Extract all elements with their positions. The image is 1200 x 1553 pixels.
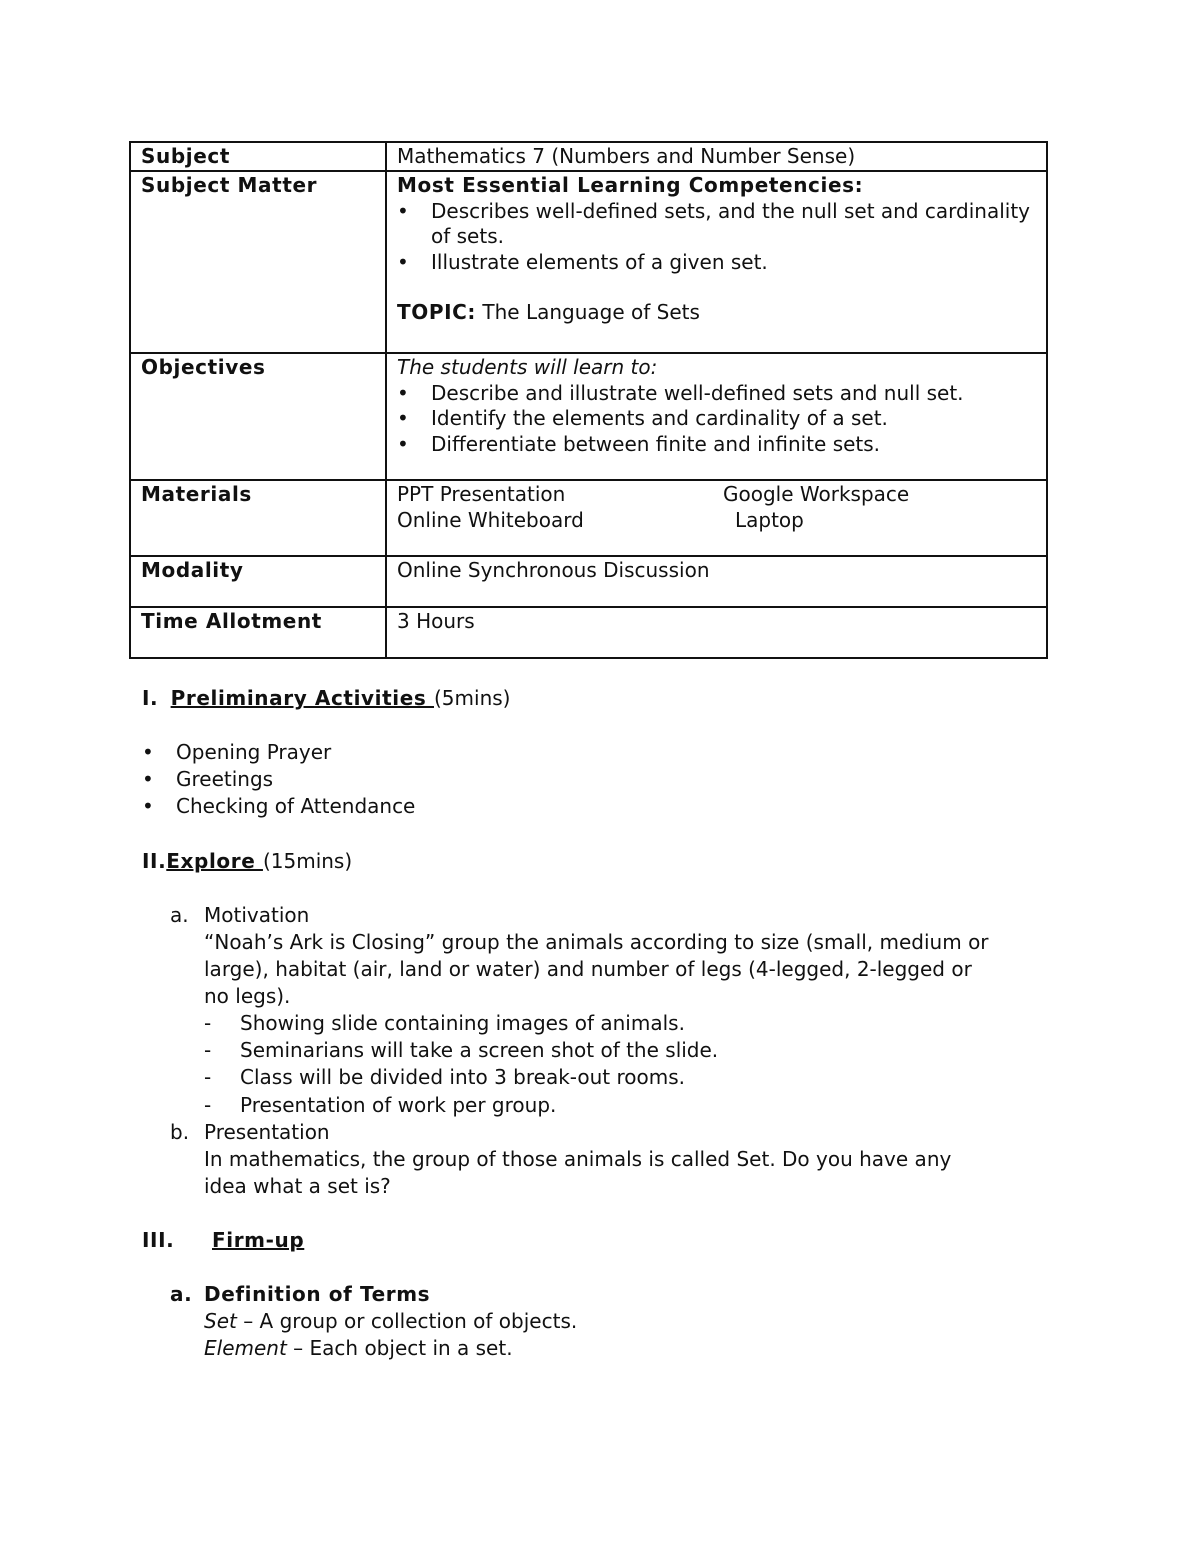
row-time-allotment [130,607,1047,658]
presentation-text-line: In mathematics, the group of those animals is called Set. Do you have any [204,1147,952,1171]
dash-marker: - [204,1011,212,1035]
objectives-label: Objectives [130,353,386,480]
motivation-step: Seminarians will take a screen shot of the slide. [240,1038,719,1062]
section-2-heading [142,849,352,873]
motivation-text-line: large), habitat (air, land or water) and number of legs (4-legged, 2-legged or [204,957,972,981]
presentation-letter: b. [170,1120,190,1144]
competencies-heading: Most Essential Learning Competencies: [397,173,864,197]
bullet-icon: • [142,794,154,818]
section-1-numeral: I. [142,686,159,710]
definitions-letter: a. [170,1282,193,1306]
dash-marker: - [204,1093,212,1117]
motivation-text-line: “Noah’s Ark is Closing” group the animals according to size (small, medium or [204,930,989,954]
dash-marker: - [204,1038,212,1062]
time-allotment-label: Time Allotment [130,607,386,658]
objective-item: • Describe and illustrate well-defined sets and null set. [397,381,1036,407]
subject-label: Subject [130,142,386,171]
section-2-duration: (15mins) [262,849,353,873]
term-name: Set [204,1309,237,1333]
material-item: Laptop [735,507,804,532]
section-3-title: Firm-up [212,1228,305,1252]
subject-value: Mathematics 7 (Numbers and Number Sense) [386,142,1047,171]
row-materials [130,480,1047,556]
objectives-intro: The students will learn to: [397,355,658,379]
row-subject [130,142,1047,171]
lesson-plan-table [129,141,1048,659]
modality-label: Modality [130,556,386,607]
section-2-title: Explore [166,849,263,873]
section-2-numeral: II. [142,849,167,873]
competency-item: • Describes well-defined sets, and the null set and cardinality of sets. [397,199,1036,250]
modality-value: Online Synchronous Discussion [386,556,1047,607]
presentation-text-line: idea what a set is? [204,1174,391,1198]
definition-line [204,1336,513,1360]
term-name: Element [204,1336,287,1360]
bullet-item [142,794,154,818]
section-1-heading [142,686,510,710]
material-item: PPT Presentation [397,482,566,506]
preliminary-item: Greetings [176,767,274,791]
motivation-title: Motivation [204,903,310,927]
term-definition: – A group or collection of objects. [236,1309,578,1333]
materials-cell [386,480,1047,556]
topic-label: TOPIC: [397,300,477,324]
material-item: Online Whiteboard [397,507,584,532]
topic-line [397,300,1036,326]
definitions-title: Definition of Terms [204,1282,431,1306]
objective-item: • Differentiate between finite and infinite sets. [397,432,1036,458]
material-item: Google Workspace [723,482,910,506]
subject-matter-label: Subject Matter [130,171,386,353]
subject-matter-cell [386,171,1047,353]
bullet-icon: • [142,740,154,764]
objectives-cell [386,353,1047,480]
row-objectives [130,353,1047,480]
preliminary-item: Checking of Attendance [176,794,416,818]
bullet-item [142,767,154,791]
section-3-numeral: III. [142,1228,175,1252]
bullet-icon: • [142,767,154,791]
section-1-duration: (5mins) [434,686,511,710]
section-1-title: Preliminary Activities [170,686,434,710]
motivation-step: Class will be divided into 3 break-out rooms. [240,1065,685,1089]
time-allotment-value: 3 Hours [386,607,1047,658]
definition-line [204,1309,577,1333]
motivation-step: Showing slide containing images of animals. [240,1011,685,1035]
dash-marker: - [204,1065,212,1089]
materials-label: Materials [130,480,386,556]
term-definition: – Each object in a set. [286,1336,513,1360]
preliminary-item: Opening Prayer [176,740,332,764]
competency-item: • Illustrate elements of a given set. [397,250,1036,276]
row-subject-matter [130,171,1047,353]
objectives-list [397,381,1036,458]
presentation-title: Presentation [204,1120,330,1144]
bullet-item [142,740,154,764]
objective-item: • Identify the elements and cardinality of a set. [397,406,1036,432]
competencies-list [397,199,1036,276]
row-modality [130,556,1047,607]
topic-value: The Language of Sets [482,300,700,324]
section-3-heading [212,1228,304,1252]
motivation-step: Presentation of work per group. [240,1093,557,1117]
motivation-text-line: no legs). [204,984,291,1008]
motivation-letter: a. [170,903,189,927]
